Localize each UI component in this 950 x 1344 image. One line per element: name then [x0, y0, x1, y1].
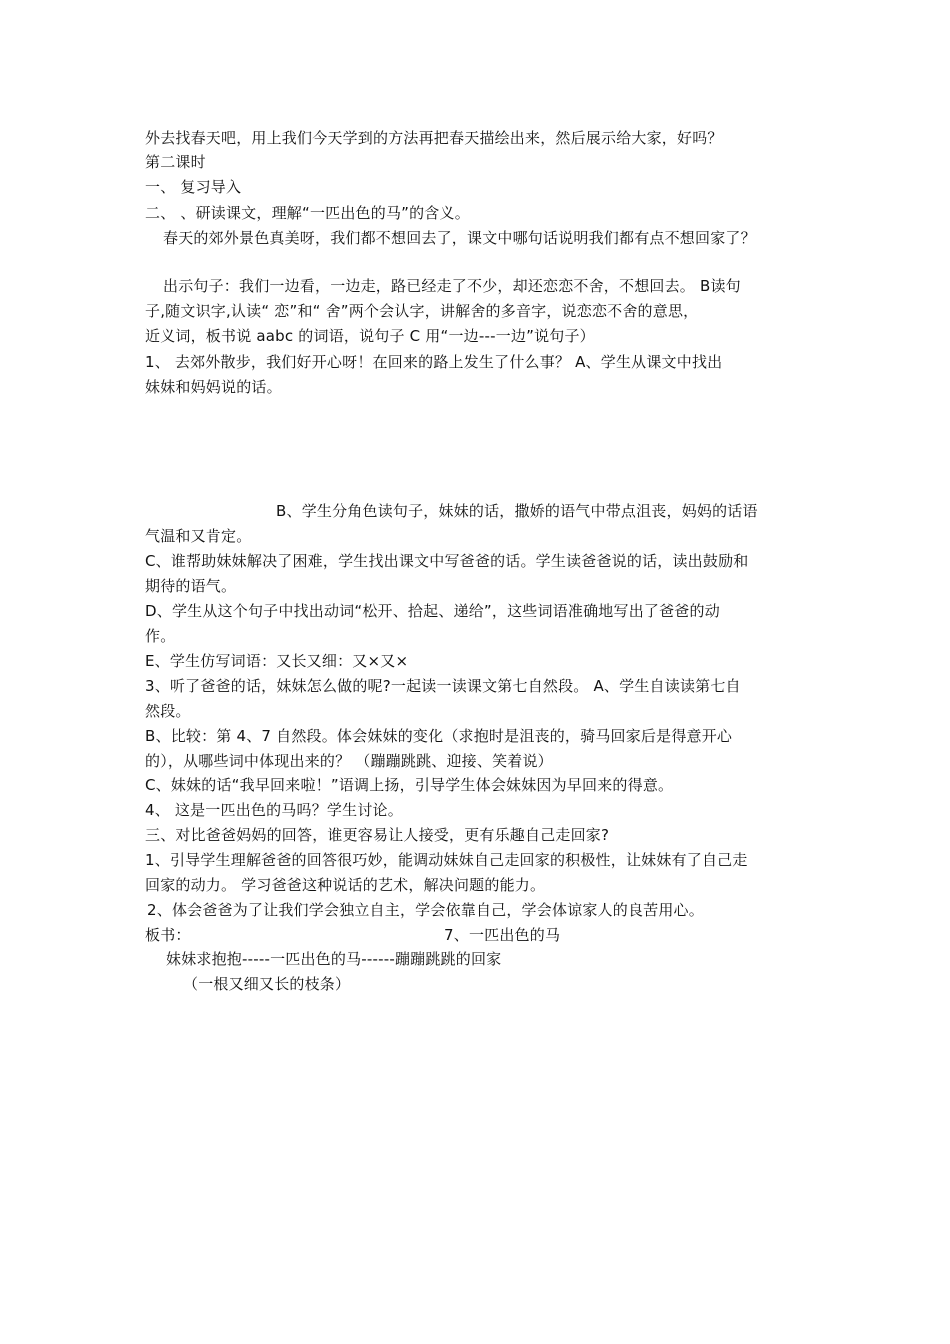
text-line: 期待的语气。: [145, 577, 237, 595]
text-line: B、比较：第 4、7 自然段。体会妹妹的变化（求抱时是沮丧的，骑马回家后是得意开心: [145, 727, 733, 745]
section-heading: 三、对比爸爸妈妈的回答，谁更容易让人接受，更有乐趣自己走回家?: [145, 826, 610, 844]
text-line: 1、引导学生理解爸爸的回答很巧妙，能调动妹妹自己走回家的积极性，让妹妹有了自己走: [145, 851, 748, 869]
text-line: 子,随文识字,认读“ 恋”和“ 舍”两个会认字，讲解舍的多音字，说恋恋不舍的意思，: [145, 302, 699, 320]
text-line: E、学生仿写词语：又长又细：又×又×: [145, 652, 409, 670]
text-line: 近义词，板书说 aabc 的词语，说句子 C 用“一边---一边”说句子）: [145, 327, 595, 345]
board-line: （一根又细又长的枝条）: [183, 975, 351, 993]
text-line: 的），从哪些词中体现出来的？ （蹦蹦跳跳、迎接、笑着说）: [145, 752, 553, 770]
section-heading: 二、 、研读课文，理解“一匹出色的马”的含义。: [145, 204, 470, 222]
text-line: 出示句子：我们一边看，一边走，路已经走了不少，却还恋恋不舍，不想回去。 B读句: [163, 277, 741, 295]
text-line: B、学生分角色读句子，妹妹的话，撒娇的语气中带点沮丧，妈妈的话语: [276, 502, 758, 520]
text-line: 4、 这是一匹出色的马吗？学生讨论。: [145, 801, 403, 819]
lesson-heading: 第二课时: [145, 153, 206, 171]
text-line: 1、 去郊外散步，我们好开心呀！在回来的路上发生了什么事？ A、学生从课文中找出: [145, 353, 723, 371]
text-line: 回家的动力。 学习爸爸这种说话的艺术，解决问题的能力。: [145, 876, 546, 894]
section-heading: 一、 复习导入: [145, 178, 242, 196]
text-line: 春天的郊外景色真美呀，我们都不想回去了，课文中哪句话说明我们都有点不想回家了？: [163, 229, 756, 247]
text-line: 3、听了爸爸的话，妹妹怎么做的呢?一起读一读课文第七自然段。 A、学生自读读第七自: [145, 677, 741, 695]
text-line: 外去找春天吧，用上我们今天学到的方法再把春天描绘出来，然后展示给大家，好吗？: [145, 129, 723, 147]
board-line: 妹妹求抱抱-----一匹出色的马------蹦蹦跳跳的回家: [166, 950, 502, 968]
text-line: 2、体会爸爸为了让我们学会独立自主，学会依靠自己，学会体谅家人的良苦用心。: [147, 901, 704, 919]
text-line: C、妹妹的话“我早回来啦！”语调上扬，引导学生体会妹妹因为早回来的得意。: [145, 776, 674, 794]
text-line: D、学生从这个句子中找出动词“松开、拾起、递给”，这些词语准确地写出了爸爸的动: [145, 602, 720, 620]
text-line: C、谁帮助妹妹解决了困难，学生找出课文中写爸爸的话。学生读爸爸说的话，读出鼓励和: [145, 552, 749, 570]
text-line: 妹妹和妈妈说的话。: [145, 378, 282, 396]
board-label: 板书：: [145, 926, 191, 944]
board-title: 7、一匹出色的马: [444, 926, 561, 944]
text-line: 然段。: [145, 702, 191, 720]
text-line: 气温和又肯定。: [145, 527, 252, 545]
text-line: 作。: [145, 627, 176, 645]
